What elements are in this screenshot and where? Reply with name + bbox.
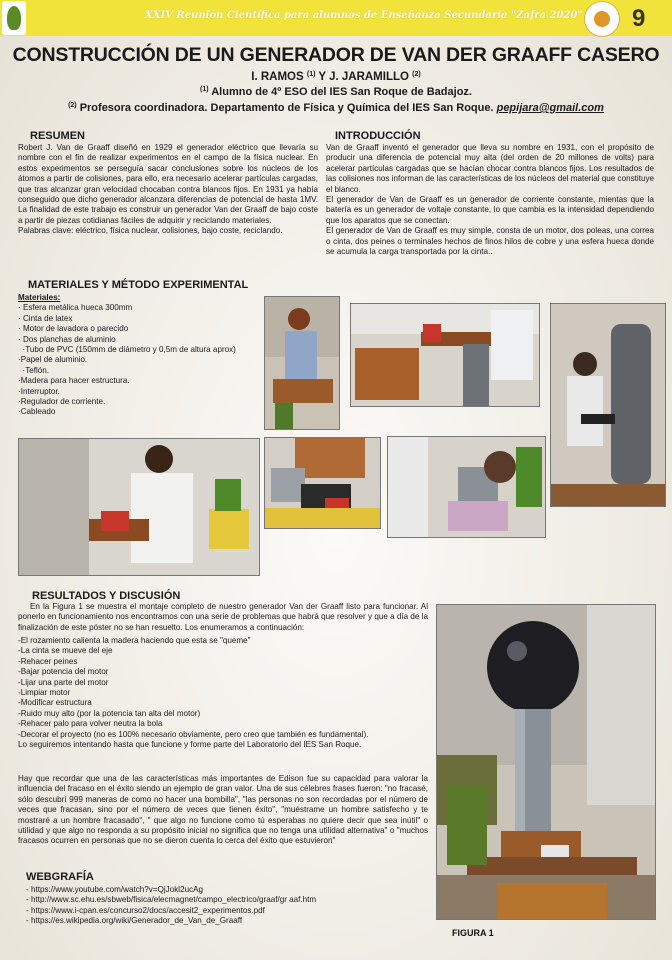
problem-item: -Bajar potencia del motor — [18, 667, 109, 677]
resultados-heading: RESULTADOS Y DISCUSIÓN — [32, 590, 181, 602]
meeting-title: XXIV Reunión Científica para alumnos de Enseñanza Secundaria "Zafra 2020" — [145, 10, 583, 21]
photo-student-assembling — [264, 296, 340, 430]
material-item: ·Regulador de corriente. — [18, 397, 106, 407]
page-number: 9 — [632, 5, 646, 32]
material-item: ·Teflón. — [18, 365, 50, 375]
problem-item: -Modificar estructura — [18, 698, 92, 708]
affiliation-1 — [0, 86, 672, 98]
material-item: · Cinta de latex — [18, 313, 73, 323]
edison-paragraph: Hay que recordar que una de las características más importantes de Edison fue su capacidad para valorar la influencia del fracaso en el éxito siendo un ejemplo de gran valor. Una de sus célebres frases fueron: "no fracasé, sólo descubrí 999 maneras de como no hacer una bombilla", "las personas no son recordadas por el número de veces que fracasan, sino por el número de veces que tienen éxito", "muéstrame un hombre satisfecho y te mostraré a un hombre fracasado", " que algo no funcione como tú esperabas no quiere decir que sea inútil" o utilidad y que algo no responda a su propósito inicial no significa que no tenga una utilidad alternativa" o "muchos fracasos ocurren en personas que no se dieron cuenta lo cerca del éxito que estuvieron" — [18, 774, 428, 846]
reference-link[interactable]: - https://www.i-cpan.es/concurso2/docs/accesit2_experimentos.pdf — [26, 905, 265, 915]
introduccion-p3: El generador de Van de Graaff es muy simple, consta de un motor, dos poleas, una correa o cinta, dos peines o terminales hechos de finos hilos de cobre y una esfera hueca donde se acumula la carga transportada por la cinta.. — [326, 226, 654, 257]
problem-item: -Limpiar motor — [18, 688, 71, 698]
header-bar — [0, 0, 672, 36]
photo-installing-pipe — [387, 436, 546, 538]
contact-email-link[interactable]: pepijara@gmail.com — [496, 102, 604, 114]
author-2: Y J. JARAMILLO — [318, 71, 409, 83]
problem-item: -Lijar una parte del motor — [18, 677, 109, 687]
materiales-heading: MATERIALES Y MÉTODO EXPERIMENTAL — [28, 279, 249, 291]
affiliation-2-text: Profesora coordinadora. Departamento de Física y Química del IES San Roque. — [79, 102, 494, 114]
resumen-heading: RESUMEN — [30, 130, 86, 142]
reference-link[interactable]: - https://www.youtube.com/watch?v=QjJokl2ucAg — [26, 885, 204, 894]
introduccion-p2: El generador de Van de Graaff es un generador de corriente constante, mientas que la batería es un generador de voltaje constante, lo que cambia es la intensidad dependiendo que los aparatos que se conectan. — [326, 195, 654, 225]
problem-item: -Decorar el proyecto (no es 100% necesario obviamente, pero creo que también es fundamental). — [18, 729, 369, 739]
resultados-intro: En la Figura 1 se muestra el montaje completo de nuestro generador Van der Graaff listo para funcionar. Al ponerlo en funcionamiento nos encontramos con una serie de problemas que habrá que resolver y que a día de la finalización de este póster no se han resuelto. Los enumeramos a continuación: — [18, 602, 428, 632]
affiliation-2 — [0, 102, 672, 114]
materials-list — [18, 293, 236, 418]
problem-item: -El rozamiento calienta la madera haciendo que esta se "queme" — [18, 636, 251, 645]
photo-motor-wood-base — [350, 303, 540, 407]
affiliation-1-sup: (1) — [200, 86, 209, 93]
figure-1-van-de-graaff-photo — [436, 604, 656, 920]
authors-line — [0, 71, 672, 83]
introduccion-body — [326, 143, 654, 257]
material-item: ·Madera para hacer estructura. — [18, 376, 130, 386]
problem-item: -Rehacer palo para volver neutra la bola — [18, 719, 163, 729]
problems-list — [18, 636, 368, 750]
problem-item: -La cinta se mueve del eje — [18, 646, 113, 656]
problem-item: -Rehacer peines — [18, 656, 78, 666]
affiliation-2-sup: (2) — [68, 102, 77, 109]
resumen-text: Robert J. Van de Graaff diseñó en 1929 el generador eléctrico que llevaría su nombre con el fin de realizar experimentos en el campo de la física nuclear. En estos experimentos se perseguía sacar conclusiones sobre los núcleos de los átomos a partir de colisiones, para ello, era necesario acelerar partículas cargadas, que tras alcanzar gran velocidad chocaban contra blancos fijos. En 1931 ya había conseguido que dicho generador alcanzara diferencias de potencial de hasta 1MV. La finalidad de este trabajo es construir un generador Van der Graaff de bajo coste a partir de piezas cotidianas fáciles de adquirir y reciclando materiales. — [18, 143, 318, 225]
figure-1-label: FIGURA 1 — [452, 928, 494, 938]
material-item: ·Interruptor. — [18, 386, 60, 396]
materials-label: Materiales: — [18, 293, 61, 302]
resumen-body — [18, 143, 318, 237]
olive-branch-logo-icon — [2, 1, 26, 35]
affiliation-1-text: Alumno de 4º ESO del IES San Roque de Badajoz. — [211, 86, 472, 98]
photo-drilling-pipe — [550, 303, 666, 507]
material-item: ·Tubo de PVC (150mm de diámetro y 0,5m de altura aprox) — [18, 345, 236, 355]
reference-link[interactable]: - http://www.sc.ehu.es/sbweb/fisica/elecmagnet/campo_electrico/graaf/gr aaf.htm — [26, 895, 317, 905]
material-item: ·Papel de aluminio. — [18, 355, 88, 365]
reference-list — [26, 885, 316, 927]
event-seal-icon — [584, 1, 620, 37]
introduccion-p1: Van de Graaff inventó el generador que lleva su nombre en 1931, con el propósito de producir una diferencia de potencial muy alta (del orden de 20 millones de volts) para acelerar partículas cargadas que se hacían chocar contra blancos fijos. Los resultados de las colisiones nos informan de las características de los núcleos del material que constituye el blanco. — [326, 143, 654, 194]
material-item: · Esfera metálica hueca 300mm — [18, 303, 133, 313]
poster-title: CONSTRUCCIÓN DE UN GENERADOR DE VAN DER GRAAFF CASERO — [12, 44, 660, 66]
reference-link[interactable]: - https://es.wikipedia.org/wiki/Generador_de_Van_de_Graaff — [26, 916, 243, 926]
photo-student-with-generator — [18, 438, 260, 576]
author-2-sup: (2) — [412, 71, 421, 78]
problem-item: -Ruido muy alto (por la potencia tan alta del motor) — [18, 708, 201, 718]
material-item: · Dos planchas de aluminio — [18, 334, 116, 344]
introduccion-heading: INTRODUCCIÓN — [335, 130, 421, 142]
author-1-sup: (1) — [306, 71, 316, 78]
material-item: ·Cableado — [18, 407, 56, 417]
resumen-keywords: Palabras clave: eléctrico, física nuclear, colisiones, bajo coste, reciclando. — [18, 226, 283, 236]
problem-item: Lo seguiremos intentando hasta que funcione y forme parte del Laboratorio del IES San Roque. — [18, 740, 362, 750]
webgrafia-heading: WEBGRAFÍA — [26, 871, 94, 883]
author-1: I. RAMOS — [251, 71, 304, 83]
material-item: · Motor de lavadora o parecido — [18, 324, 129, 334]
photo-wiring-motor — [264, 437, 381, 529]
